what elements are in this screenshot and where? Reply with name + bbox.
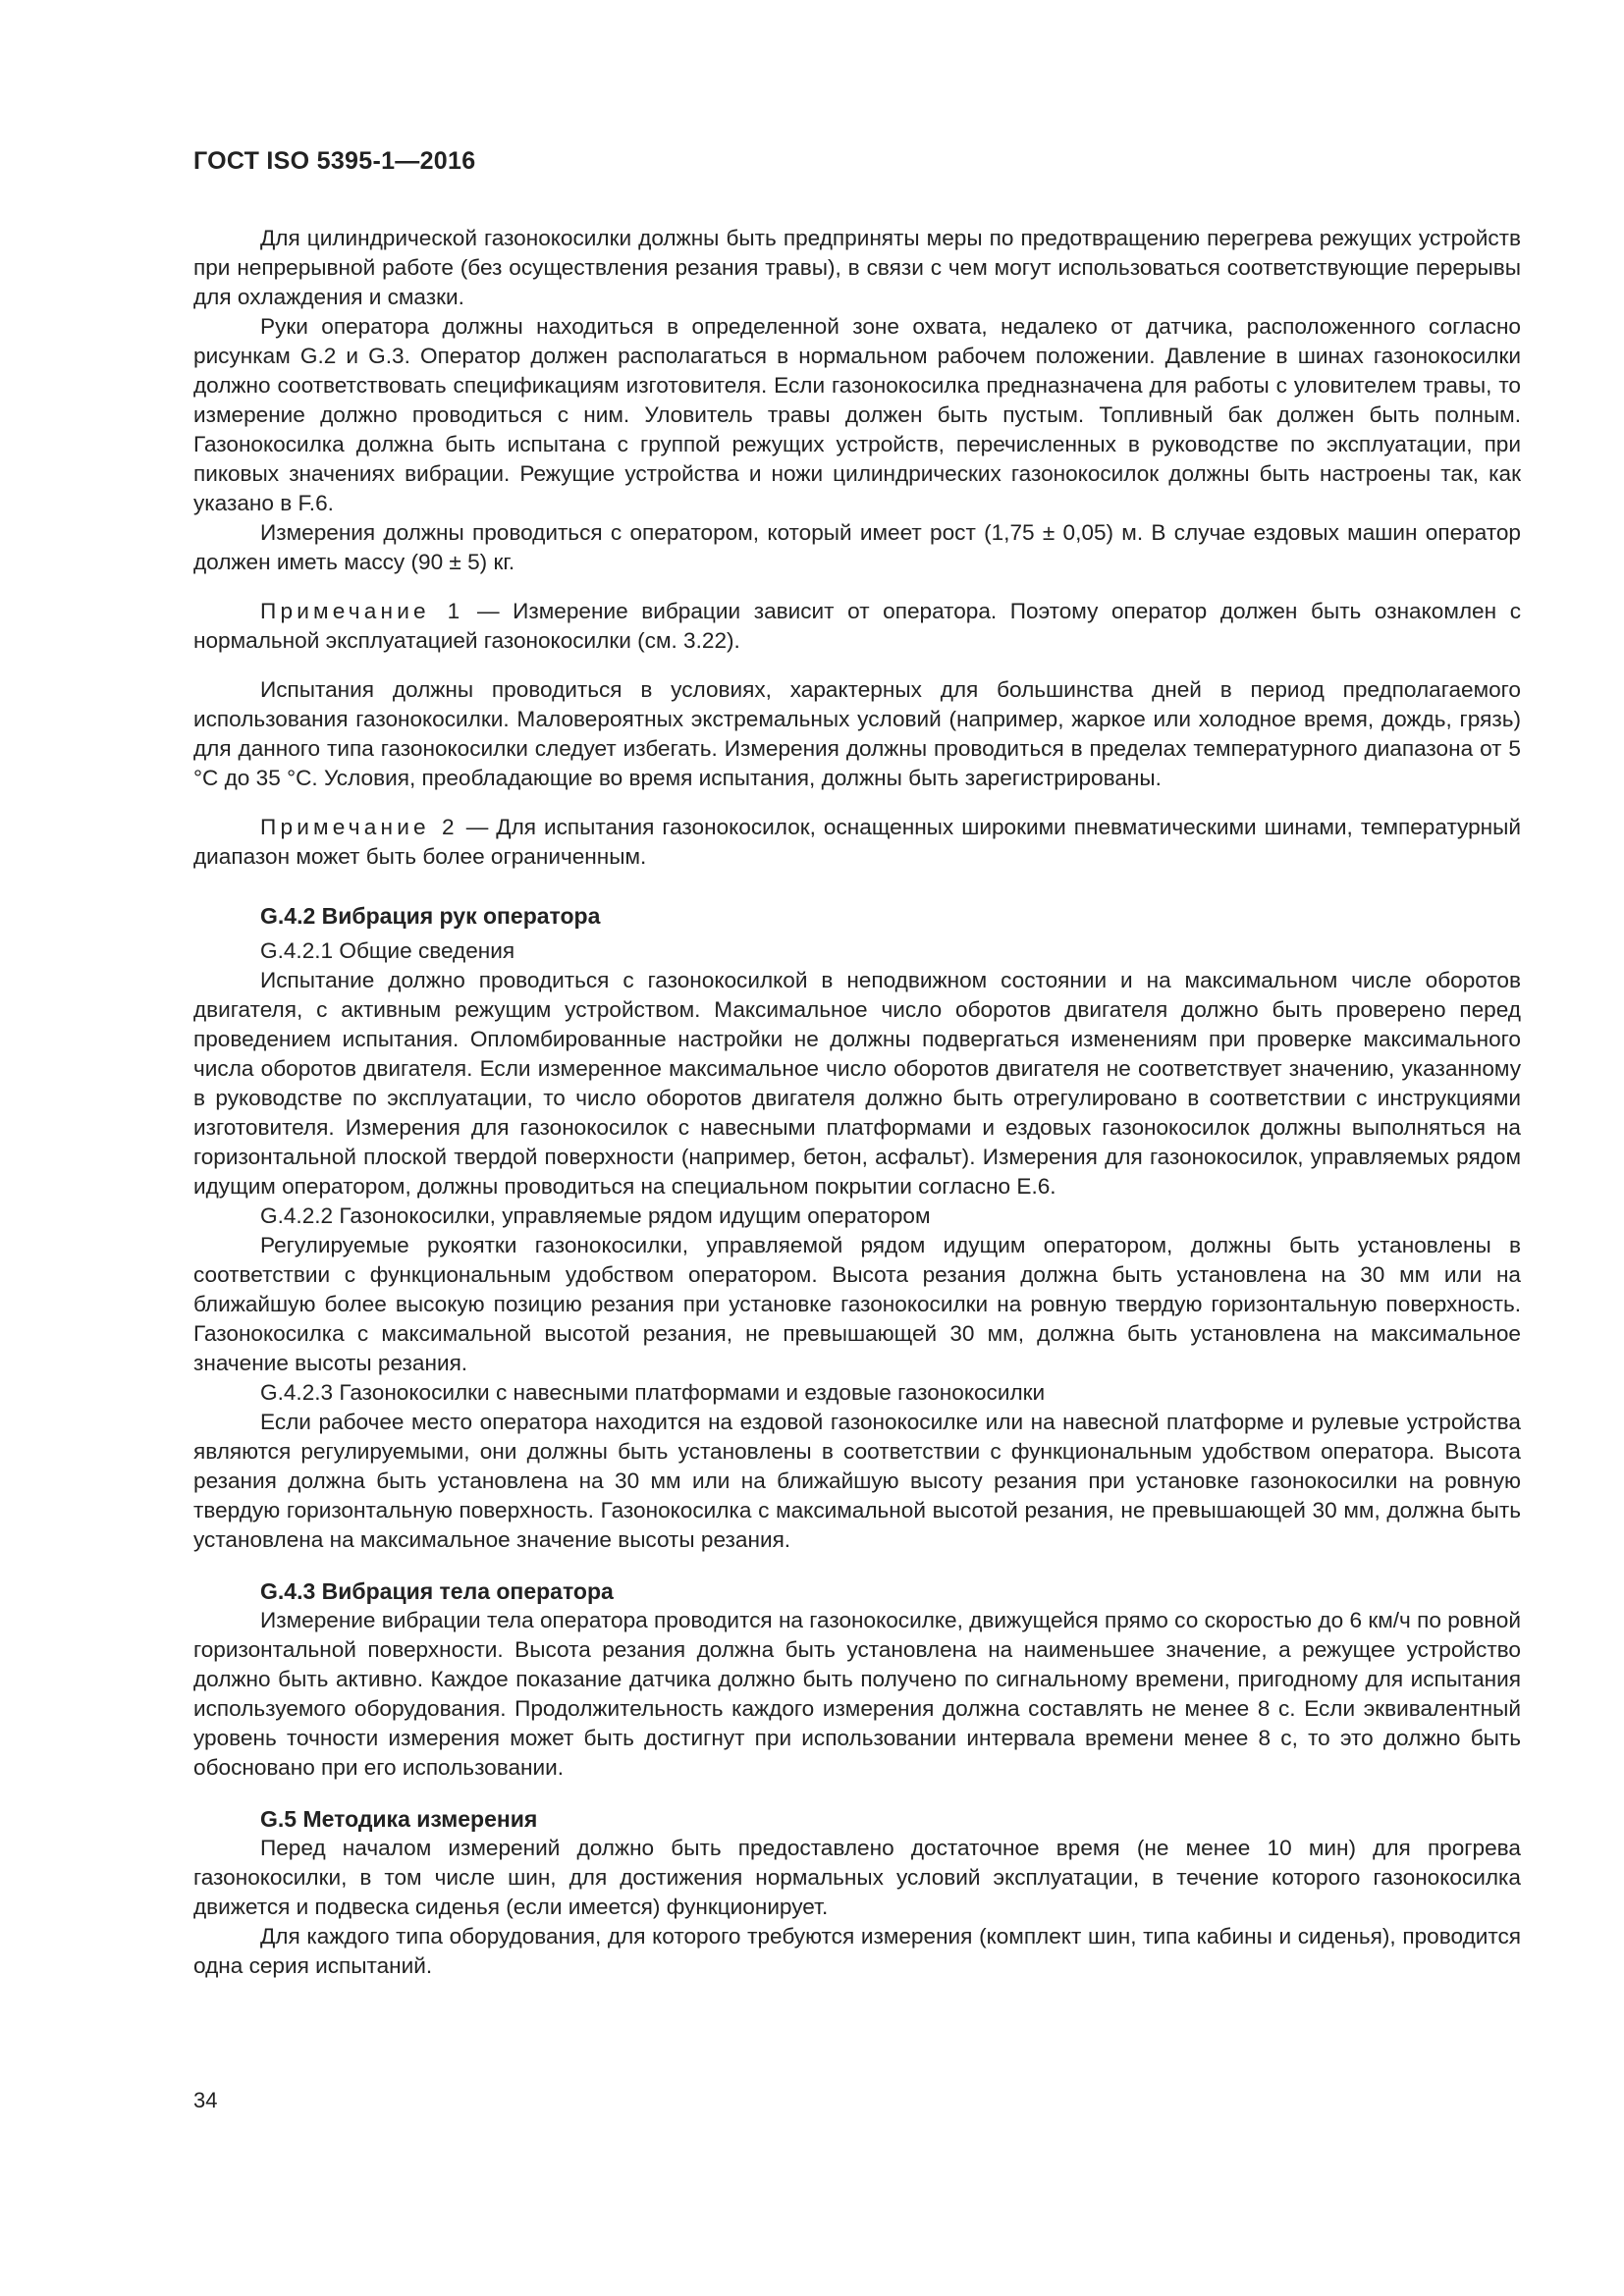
paragraph-g421: Испытание должно проводиться с газонокосилкой в неподвижном состоянии и на максимальном числе оборотов двигателя, с активным режущим устройством. Максимальное число оборотов двигателя должно быть проверено перед проведением испытания. Опломбированные настройки не должны подвергаться изменениям при проверке максимального числа оборотов двигателя. Если измеренное максимальное число оборотов двигателя не соответствует значению, указанному в руководстве по эксплуатации, то число оборотов двигателя должно быть отрегулировано в соответствии с инструкциями изготовителя. Измерения для газонокосилок с навесными платформами и ездовых газонокосилок должны выполняться на горизонтальной плоской твердой поверхности (например, бетон, асфальт). Измерения для газонокосилок, управляемых рядом идущим оператором, должны проводиться на специальном покрытии согласно E.6.	[193, 968, 1521, 1199]
paragraph-operator-height: Измерения должны проводиться с оператором, который имеет рост (1,75 ± 0,05) м. В случае ездовых машин оператор должен иметь массу (90 ± 5) кг.	[193, 520, 1521, 574]
note-1	[193, 597, 1521, 656]
section-heading-g43: G.4.3 Вибрация тела оператора	[260, 1578, 614, 1604]
paragraph-g5-warmup: Перед началом измерений должно быть предоставлено достаточное время (не менее 10 мин) для прогрева газонокосилки, в том числе шин, для достижения нормальных условий эксплуатации, в течение которого газонокосилка движется и подвеска сиденья (если имеется) функционирует.	[193, 1836, 1521, 1919]
paragraph-operator-hands: Руки оператора должны находиться в определенной зоне охвата, недалеко от датчика, расположенного согласно рисункам G.2 и G.3. Оператор должен располагаться в нормальном рабочем положении. Давление в шинах газонокосилки должно соответствовать спецификациям изготовителя. Если газонокосилка предназначена для работы с уловителем травы, то измерение должно проводиться с ним. Уловитель травы должен быть пустым. Топливный бак должен быть полным. Газонокосилка должна быть испытана с группой режущих устройств, перечисленных в руководстве по эксплуатации, при пиковых значениях вибрации. Режущие устройства и ножи цилиндрических газонокосилок должны быть настроены так, как указано в F.6.	[193, 314, 1521, 515]
paragraph-g43: Измерение вибрации тела оператора проводится на газонокосилке, движущейся прямо со скоростью до 6 км/ч по ровной горизонтальной поверхности. Высота резания должна быть установлена на наименьшее значение, а режущее устройство должно быть активно. Каждое показание датчика должно быть получено по сигнальному времени, пригодному для испытания используемого оборудования. Продолжительность каждого измерения должна составлять не менее 8 с. Если эквивалентный уровень точности измерения может быть достигнут при использовании интервала времени менее 8 с, то это должно быть обосновано при его использовании.	[193, 1608, 1521, 1780]
note-2-text: — Для испытания газонокосилок, оснащенных широкими пневматическими шинами, температурный диапазон может быть более ограниченным.	[193, 815, 1521, 869]
note-2	[193, 813, 1521, 872]
subsection-heading-g422: G.4.2.2 Газонокосилки, управляемые рядом идущим оператором	[260, 1203, 931, 1228]
note-2-label: Примечание 2	[260, 815, 459, 839]
section-heading-g42: G.4.2 Вибрация рук оператора	[260, 903, 601, 929]
section-heading-g5: G.5 Методика измерения	[260, 1806, 538, 1832]
paragraph-g422: Регулируемые рукоятки газонокосилки, управляемой рядом идущим оператором, должны быть установлены в соответствии с функциональным удобством оператором. Высота резания должна быть установлена на 30 мм или на ближайшую более высокую позицию резания при установке газонокосилки на ровную твердую горизонтальную поверхность. Газонокосилка с максимальной высотой резания, не превышающей 30 мм, должна быть установлена на максимальное значение высоты резания.	[193, 1233, 1521, 1375]
page-number: 34	[193, 2088, 218, 2112]
paragraph-g423: Если рабочее место оператора находится на ездовой газонокосилке или на навесной платформе и рулевые устройства являются регулируемыми, они должны быть установлены в соответствии с функциональным удобством оператора. Высота резания должна быть установлена на 30 мм или на ближайшую высоту резания при установке газонокосилки на ровную твердую горизонтальную поверхность. Газонокосилка с максимальной высотой резания, не превышающей 30 мм, должна быть установлена на максимальное значение высоты резания.	[193, 1410, 1521, 1552]
note-1-label: Примечание 1	[260, 599, 464, 623]
paragraph-g5-series: Для каждого типа оборудования, для которого требуются измерения (комплект шин, типа кабины и сиденья), проводится одна серия испытаний.	[193, 1924, 1521, 1978]
note-1-text: — Измерение вибрации зависит от оператора. Поэтому оператор должен быть ознакомлен с нормальной эксплуатацией газонокосилки (см. 3.22).	[193, 599, 1521, 653]
paragraph-cylinder-mower: Для цилиндрической газонокосилки должны быть предприняты меры по предотвращению перегрева режущих устройств при непрерывной работе (без осуществления резания травы), в связи с чем могут использоваться соответствующие перерывы для охлаждения и смазки.	[193, 226, 1521, 309]
paragraph-test-conditions: Испытания должны проводиться в условиях, характерных для большинства дней в период предполагаемого использования газонокосилки. Маловероятных экстремальных условий (например, жаркое или холодное время, дождь, грязь) для данного типа газонокосилки следует избегать. Измерения должны проводиться в пределах температурного диапазона от 5 °С до 35 °С. Условия, преобладающие во время испытания, должны быть зарегистрированы.	[193, 677, 1521, 790]
document-header: ГОСТ ISO 5395-1—2016	[193, 147, 476, 175]
page-body	[193, 224, 1521, 1981]
subsection-heading-g421: G.4.2.1 Общие сведения	[260, 938, 515, 963]
subsection-heading-g423: G.4.2.3 Газонокосилки с навесными платформами и ездовые газонокосилки	[260, 1380, 1046, 1405]
